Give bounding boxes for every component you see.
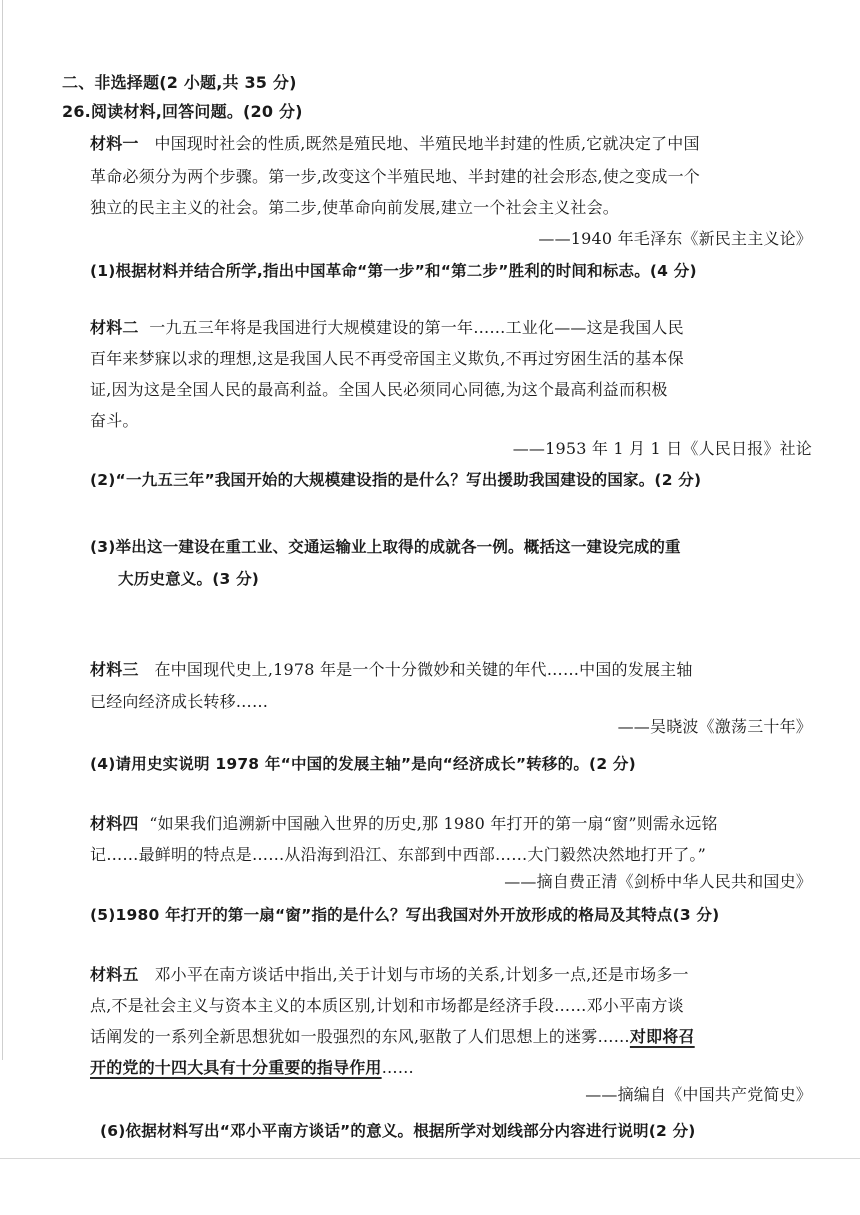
material5-line4 (90, 1057, 414, 1079)
material5-underlined-text-1: 对即将召 (629, 1027, 695, 1046)
page-left-border (2, 0, 3, 1060)
material1-line3: 独立的民主主义的社会。第二步,使革命向前发展,建立一个社会主义社会。 (90, 198, 619, 217)
material4-line1 (90, 813, 718, 835)
question-6: (6)依据材料写出“邓小平南方谈话”的意义。根据所学对划线部分内容进行说明(2 分) (100, 1122, 696, 1140)
material5-line1 (90, 964, 689, 986)
material3-label: 材料三 (90, 660, 139, 679)
material1-text-1: 中国现时社会的性质,既然是殖民地、半殖民地半封建的性质,它就决定了中国 (154, 134, 700, 153)
material3-line2: 已经向经济成长转移…… (90, 692, 269, 711)
material4-source: ——摘自费正清《剑桥中华人民共和国史》 (504, 872, 812, 891)
material5-line2: 点,不是社会主义与资本主义的本质区别,计划和市场都是经济手段……邓小平南方谈 (90, 996, 684, 1015)
material1-line1 (90, 133, 700, 155)
material3-source: ——吴晓波《激荡三十年》 (617, 717, 812, 736)
material1-source: ——1940 年毛泽东《新民主主义论》 (538, 229, 812, 248)
material2-line1 (90, 317, 684, 339)
material5-underlined-text-2: 开的党的十四大具有十分重要的指导作用 (90, 1058, 382, 1077)
question-3-line2: 大历史意义。(3 分) (118, 570, 260, 588)
material1-label: 材料一 (90, 134, 139, 153)
material2-line4: 奋斗。 (90, 411, 139, 430)
section-title: 二、非选择题(2 小题,共 35 分) (62, 73, 297, 92)
material5-text-1: 邓小平在南方谈话中指出,关于计划与市场的关系,计划多一点,还是市场多一 (154, 965, 689, 984)
material5-text-4: …… (381, 1058, 415, 1077)
material2-line3: 证,因为这是全国人民的最高利益。全国人民必须同心同德,为这个最高利益而积极 (90, 380, 668, 399)
material2-line2: 百年来梦寐以求的理想,这是我国人民不再受帝国主义欺负,不再过穷困生活的基本保 (90, 349, 684, 368)
question-3-line1: (3)举出这一建设在重工业、交通运输业上取得的成就各一例。概括这一建设完成的重 (90, 538, 681, 556)
material5-label: 材料五 (90, 965, 139, 984)
material2-source: ——1953 年 1 月 1 日《人民日报》社论 (512, 439, 812, 458)
question-2: (2)“一九五三年”我国开始的大规模建设指的是什么？写出援助我国建设的国家。(2 分) (90, 471, 702, 489)
material5-line3 (90, 1026, 695, 1048)
material3-line1 (90, 659, 693, 681)
material4-label: 材料四 (90, 814, 139, 833)
material4-text-1: “如果我们追溯新中国融入世界的历史,那 1980 年打开的第一扇“窗”则需永远铭 (149, 814, 718, 833)
material5-text-3: 话阐发的一系列全新思想犹如一股强烈的东风,驱散了人们思想上的迷雾…… (90, 1027, 630, 1046)
material2-label: 材料二 (90, 318, 139, 337)
question-title: 26.阅读材料,回答问题。(20 分) (62, 102, 303, 121)
question-5: (5)1980 年打开的第一扇“窗”指的是什么？写出我国对外开放形成的格局及其特点(3 分) (90, 906, 720, 924)
material5-source: ——摘编自《中国共产党简史》 (585, 1085, 812, 1104)
question-1: (1)根据材料并结合所学,指出中国革命“第一步”和“第二步”胜利的时间和标志。(4 分) (90, 262, 697, 280)
page-bottom-rule (0, 1158, 860, 1159)
material2-text-1: 一九五三年将是我国进行大规模建设的第一年……工业化——这是我国人民 (149, 318, 684, 337)
material1-line2: 革命必须分为两个步骤。第一步,改变这个半殖民地、半封建的社会形态,使之变成一个 (90, 167, 700, 186)
question-4: (4)请用史实说明 1978 年“中国的发展主轴”是向“经济成长”转移的。(2 分) (90, 755, 636, 773)
material3-text-1: 在中国现代史上,1978 年是一个十分微妙和关键的年代……中国的发展主轴 (154, 660, 693, 679)
material4-line2: 记……最鲜明的特点是……从沿海到沿江、东部到中西部……大门毅然决然地打开了。” (90, 845, 706, 864)
